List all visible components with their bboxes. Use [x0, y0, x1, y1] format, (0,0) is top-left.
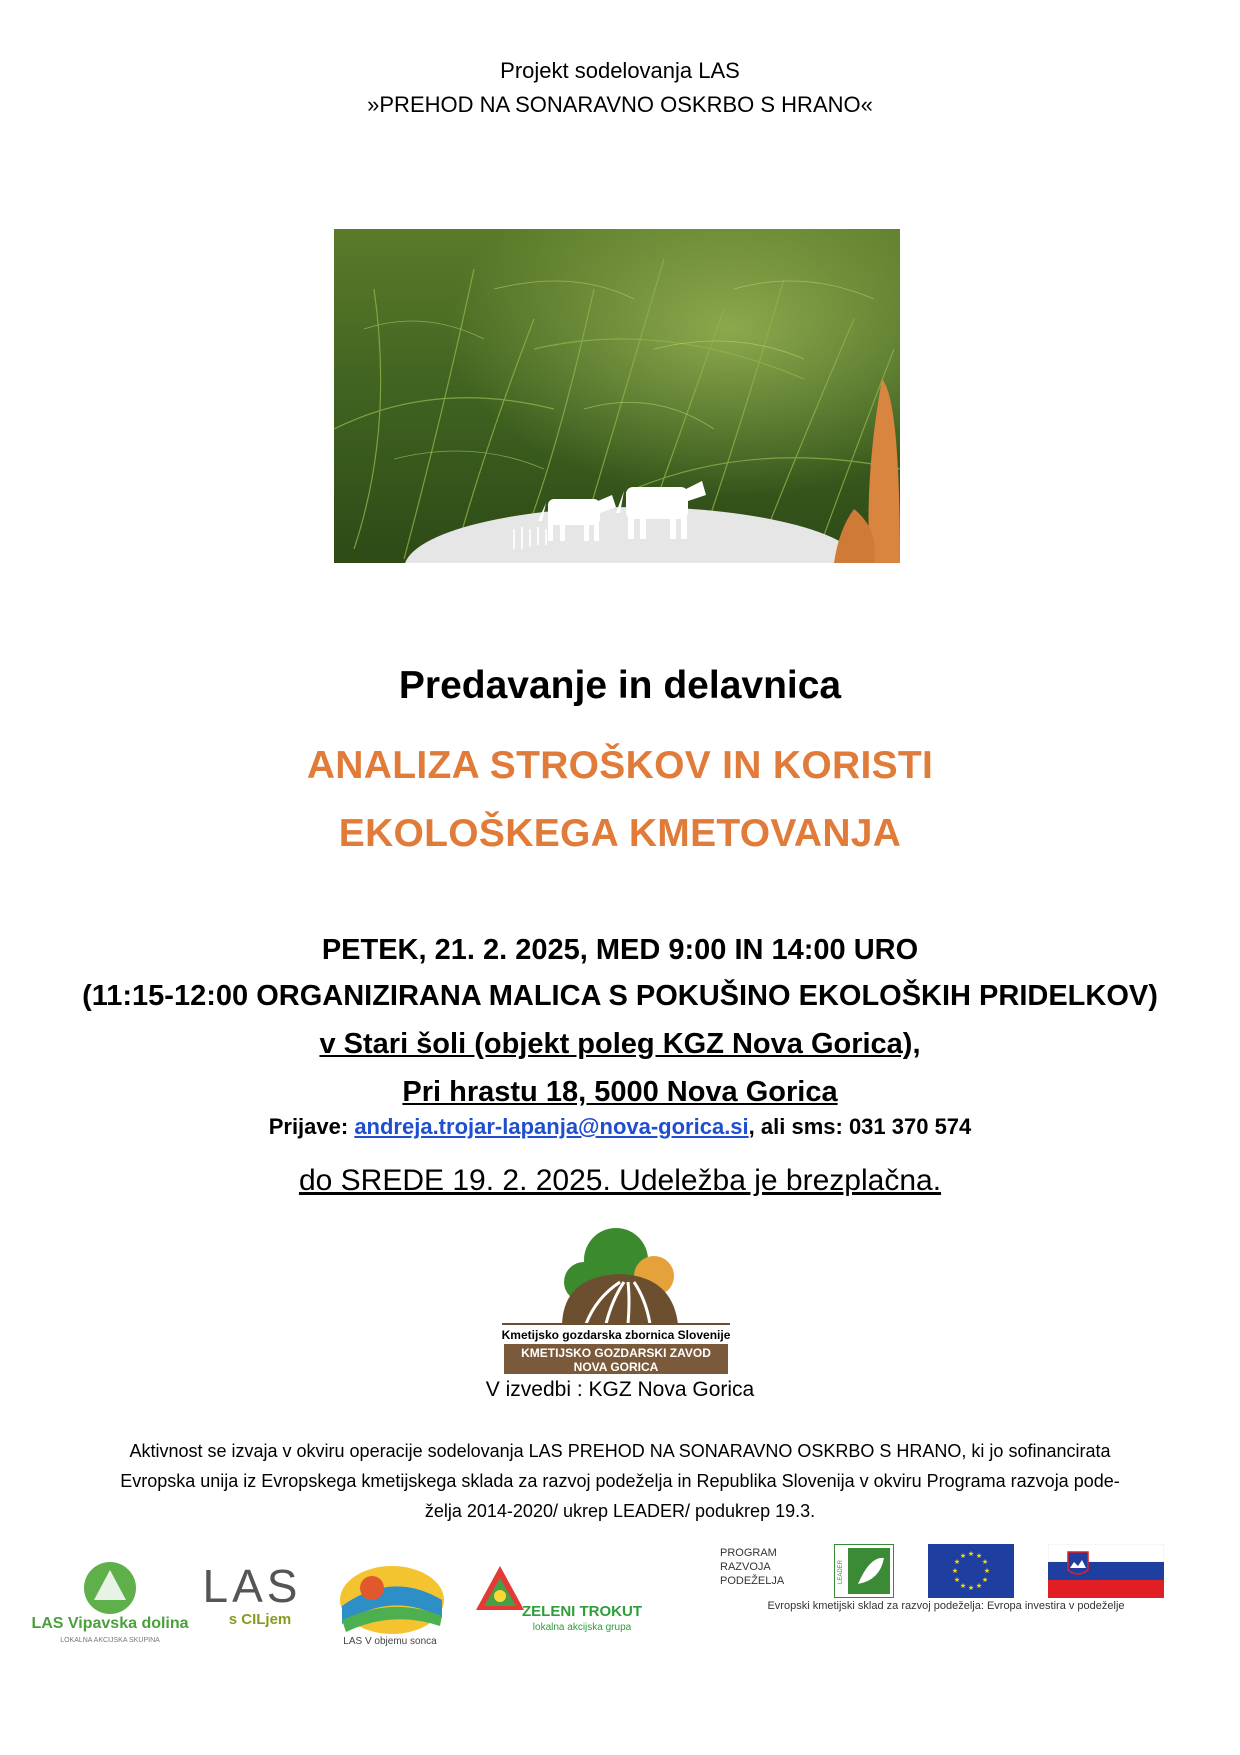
svg-text:★: ★ [967, 1584, 975, 1592]
program-line1: PROGRAM [720, 1547, 777, 1559]
event-venue: v Stari šoli (objekt poleg KGZ Nova Gorica), [319, 1028, 921, 1060]
registration-email-link[interactable]: andreja.trojar-lapanja@nova-gorica.si [354, 1114, 749, 1139]
las-vipavska-name: LAS Vipavska dolina [31, 1615, 189, 1632]
event-date-time: PETEK, 21. 2. 2025, MED 9:00 IN 14:00 URO [321, 934, 919, 966]
las-objem-sonca-name: LAS V objemu sonca [343, 1636, 437, 1647]
zeleni-trokut-sub: lokalna akcijska grupa [532, 1622, 632, 1633]
program-line2: RAZVOJA [720, 1561, 771, 1573]
svg-text:★: ★ [951, 1567, 959, 1575]
svg-text:★: ★ [975, 1582, 983, 1590]
registration-label: Prijave: [268, 1114, 355, 1139]
kgz-logo-text2: KMETIJSKO GOZDARSKI ZAVOD [521, 1346, 711, 1360]
footer-line2: Evropska unija iz Evropskega kmetijskega sklada za razvoj podeželja in Republika Slovenija v okviru Programa razvoja pode- [120, 1471, 1120, 1491]
header-photo [334, 229, 900, 563]
svg-text:★: ★ [983, 1567, 991, 1575]
registration-sms: , ali sms: 031 370 574 [748, 1114, 972, 1139]
zeleni-trokut-name: ZELENI TROKUT [522, 1603, 642, 1620]
project-title: Projekt sodelovanja LAS [500, 58, 740, 83]
kgz-logo-text3: NOVA GORICA [573, 1360, 659, 1374]
las-s-ciljem-logo [192, 1558, 312, 1638]
kgz-logo-text1: Kmetijsko gozdarska zbornica Slovenije [501, 1328, 731, 1342]
las-vipavska-sub: LOKALNA AKCIJSKA SKUPINA [60, 1637, 160, 1644]
event-type: Predavanje in delavnica [398, 664, 842, 707]
svg-text:★: ★ [981, 1576, 989, 1584]
las-v-objemu-sonca-logo [332, 1560, 450, 1648]
registration-line [0, 1114, 1240, 1140]
organizer-caption: V izvedbi : KGZ Nova Gorica [485, 1378, 755, 1401]
kgz-logo [496, 1218, 736, 1374]
las-s-ciljem-sub: s CILjem [228, 1611, 292, 1628]
eu-flag-icon [928, 1544, 1014, 1598]
event-title-line2: EKOLOŠKEGA KMETOVANJA [338, 812, 902, 855]
leader-text: LEADER [838, 1559, 844, 1585]
svg-text:★: ★ [981, 1558, 989, 1566]
event-address: Pri hrastu 18, 5000 Nova Gorica [402, 1076, 838, 1108]
event-title-line1: ANALIZA STROŠKOV IN KORISTI [306, 744, 934, 787]
svg-text:★: ★ [975, 1552, 983, 1560]
svg-text:★: ★ [967, 1550, 975, 1558]
leader-logo [834, 1544, 894, 1598]
svg-text:★: ★ [959, 1552, 967, 1560]
project-name: »PREHOD NA SONARAVNO OSKRBO S HRANO« [367, 92, 873, 117]
svg-text:★: ★ [959, 1582, 967, 1590]
footer-line1: Aktivnost se izvaja v okviru operacije sodelovanja LAS PREHOD NA SONARAVNO OSKRBO S HRANO, ki jo sofinancirata [129, 1441, 1111, 1461]
program-line3: PODEŽELJA [720, 1575, 785, 1587]
svg-text:★: ★ [953, 1576, 961, 1584]
eu-fund-caption: Evropski kmetijski sklad za razvoj podeželja: Evropa investira v podeželje [767, 1600, 1125, 1612]
svg-text:★: ★ [953, 1558, 961, 1566]
zeleni-trokut-logo [462, 1556, 652, 1646]
slovenia-flag-icon [1048, 1544, 1164, 1598]
las-vipavska-dolina-logo [24, 1560, 194, 1650]
program-razvoja-podezelja-text [720, 1546, 810, 1596]
registration-deadline: do SREDE 19. 2. 2025. Udeležba je brezplačna. [298, 1164, 942, 1197]
footer-line3: želja 2014-2020/ ukrep LEADER/ podukrep 19.3. [424, 1501, 816, 1521]
las-s-ciljem-main: LAS [202, 1560, 302, 1612]
event-lunch-note: (11:15-12:00 ORGANIZIRANA MALICA S POKUŠINO EKOLOŠKIH PRIDELKOV) [82, 980, 1158, 1012]
